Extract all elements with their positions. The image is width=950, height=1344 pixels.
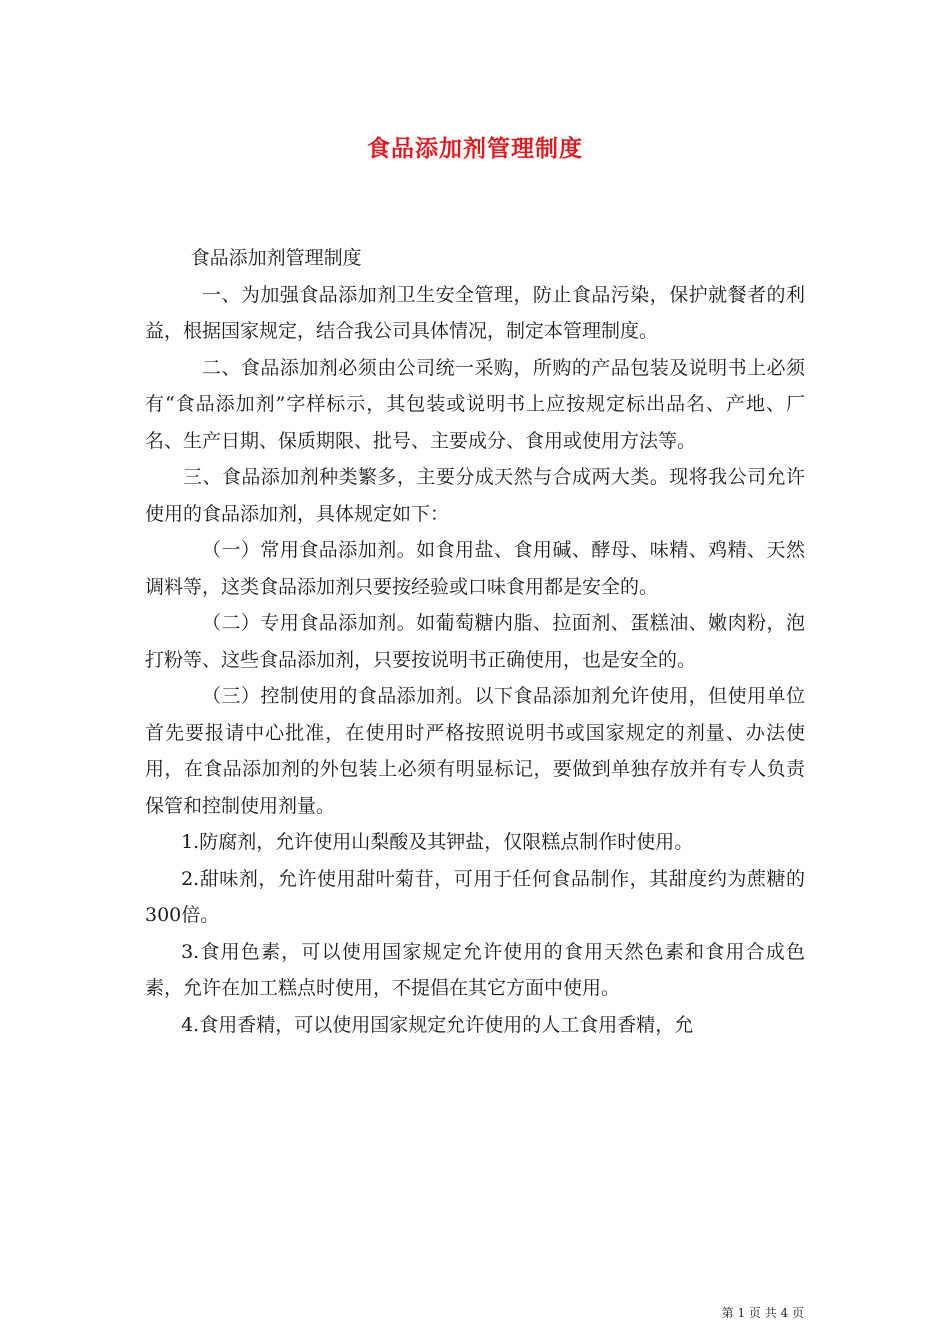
paragraph-item-4: 4.食用香精，可以使用国家规定允许使用的人工食用香精，允	[181, 1013, 694, 1036]
paragraph-subsection-1: （一）常用食品添加剂。如食用盐、食用碱、酵母、味精、鸡精、天然调料等，这类食品添加剂只要按经验或口味食用都是安全的。	[145, 539, 805, 598]
paragraph-section-3: 三、食品添加剂种类繁多，主要分成天然与合成两大类。现将我公司允许使用的食品添加剂，具体规定如下：	[145, 466, 805, 525]
paragraph-item-3: 3.食用色素，可以使用国家规定允许使用的食用天然色素和食用合成色素，允许在加工糕点时使用，不提倡在其它方面中使用。	[145, 940, 805, 999]
paragraph-item-1: 1.防腐剂，允许使用山梨酸及其钾盐，仅限糕点制作时使用。	[181, 831, 694, 853]
paragraph-section-2: 二、食品添加剂必须由公司统一采购，所购的产品包装及说明书上必须有“食品添加剂”字样标示，其包装或说明书上应按规定标出品名、产地、厂名、生产日期、保质期限、批号、主要成分、食用或使用方法等。	[145, 356, 805, 452]
paragraph-subsection-3: （三）控制使用的食品添加剂。以下食品添加剂允许使用，但使用单位首先要报请中心批准，在使用时严格按照说明书或国家规定的剂量、办法使用，在食品添加剂的外包装上必须有明显标记，要做到单独存放并有专人负责保管和控制使用剂量。	[145, 685, 805, 817]
document-title: 食品添加剂管理制度	[367, 135, 583, 162]
paragraph-subsection-2: （二）专用食品添加剂。如葡萄糖内脂、拉面剂、蛋糕油、嫩肉粉，泡打粉等、这些食品添加剂，只要按说明书正确使用，也是安全的。	[145, 612, 805, 671]
document-body	[145, 240, 805, 1043]
paragraph-item-2: 2.甜味剂，允许使用甜叶菊苷，可用于任何食品制作，其甜度约为蔗糖的300倍。	[145, 867, 805, 926]
paragraph-section-1: 一、为加强食品添加剂卫生安全管理，防止食品污染，保护就餐者的利益，根据国家规定，结合我公司具体情况，制定本管理制度。	[145, 283, 805, 342]
page-number-footer: 第 1 页 共 4 页	[721, 1306, 804, 1320]
paragraph-heading: 食品添加剂管理制度	[190, 247, 362, 269]
